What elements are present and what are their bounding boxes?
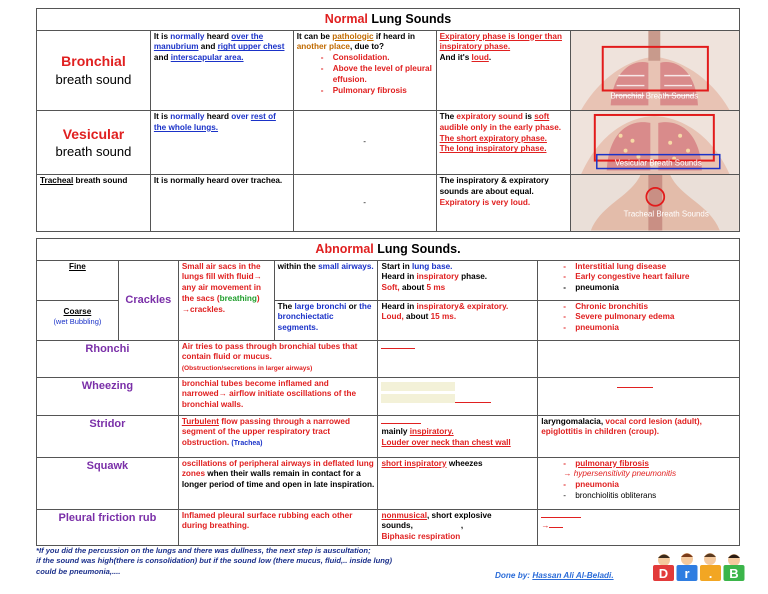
abnormal-table-title: Abnormal Lung Sounds. — [37, 239, 740, 261]
bronchial-sub: breath sound — [55, 71, 132, 87]
cause-item: - Chronic bronchitis — [575, 302, 736, 313]
cause-item: - pulmonary fibrosis — [575, 459, 736, 470]
bronchial-breath-illustration — [571, 30, 740, 110]
logo-letter: . — [708, 566, 713, 581]
vesicular-sub: breath sound — [55, 144, 132, 160]
crackles-coarse-character: Heard in inspiratory& expiratory. Loud, about 15 ms. — [378, 300, 538, 340]
logo-letter: D — [658, 566, 669, 581]
stridor-row — [37, 415, 740, 457]
footnote-line: if the sound was high(there is consolidation) but if the sound low (there mucus, fluid,.. inside lung) — [36, 556, 393, 566]
bronchial-pathology: It can be pathologic if heard in another place, due to? - Consolidation. - Above the level of pleural effusion. - Pulmonary fibrosis — [293, 30, 436, 110]
crackles-fine-row — [37, 260, 740, 300]
bronchial-name: Bronchial — [61, 53, 126, 70]
rhonchi-mechanism: Air tries to pass through bronchial tubes that contain fluid or mucus. (Obstruction/secretions in larger airways) — [178, 340, 378, 377]
vesicular-name: Vesicular — [62, 125, 125, 142]
pleural-rub-character: nonmusical, short explosive sounds, , Biphasic respiration — [378, 509, 538, 545]
crackles-coarse-causes — [538, 300, 740, 340]
pleural-rub-mechanism: Inflamed pleural surface rubbing each other during breathing. — [178, 509, 378, 545]
pleural-rub-name: Pleural friction rub — [37, 509, 179, 545]
crackles-mechanism: Small air sacs in the lungs fill with fluid→ any air movement in the sacs (breathing) →crackles. — [178, 260, 274, 340]
footnote-line: could be pneumonia,.... — [36, 566, 121, 576]
squawk-character: short inspiratory wheezes — [378, 457, 538, 509]
stridor-name: Stridor — [37, 415, 179, 457]
crackles-coarse-site: The large bronchi or the bronchiectatic segments. — [274, 300, 378, 340]
pathology-item: - Pulmonary fibrosis — [333, 86, 433, 97]
crackles-fine-site: within the small airways. — [274, 260, 378, 300]
stridor-mechanism: Turbulent flow passing through a narrowed segment of the upper respiratory tract obstruction. (Trachea) — [178, 415, 378, 457]
pleural-rub-row — [37, 509, 740, 545]
wheezing-name: Wheezing — [37, 377, 179, 415]
logo-letter: B — [729, 566, 739, 581]
wheezing-character — [378, 377, 538, 415]
tracheal-name: Tracheal breath sound — [37, 175, 151, 232]
crackles-label: Crackles — [118, 260, 178, 340]
stridor-causes: laryngomalacia, vocal cord lesion (adult), epiglottitis in children (croup). — [538, 415, 740, 457]
rhonchi-row — [37, 340, 740, 377]
wheezing-row — [37, 377, 740, 415]
squawk-mechanism: oscillations of peripheral airways in deflated lung zones when their walls remain in contact for a longer period of time and open in late inspiration. — [178, 457, 378, 509]
normal-lung-sounds-table — [36, 8, 740, 232]
bronchial-characteristics: Expiratory phase is longer than inspiratory phase. And it's loud. — [436, 30, 571, 110]
rhonchi-name: Rhonchi — [37, 340, 179, 377]
pleural-rub-causes: → — [538, 509, 740, 545]
tracheal-breath-illustration — [571, 175, 740, 232]
vesicular-row — [37, 110, 740, 174]
rhonchi-character — [378, 340, 538, 377]
author-credit: Done by: Hassan Ali Al-Beladi. — [495, 571, 614, 580]
dr-b-logo — [652, 552, 748, 582]
squawk-causes — [538, 457, 740, 509]
crackles-coarse-label: Coarse (wet Bubbling) — [37, 300, 119, 340]
squawk-name: Squawk — [37, 457, 179, 509]
bronchial-location: It is normally heard over the manubrium and right upper chest and interscapular area. — [150, 30, 293, 110]
rhonchi-causes — [538, 340, 740, 377]
crackles-fine-causes — [538, 260, 740, 300]
vesicular-location: It is normally heard over rest of the whole lungs. — [150, 110, 293, 174]
cause-item: → hypersensitivity pneumonitis — [563, 469, 677, 479]
normal-table-title: Normal Lung Sounds — [37, 9, 740, 31]
wheezing-causes — [538, 377, 740, 415]
cause-item: - Early congestive heart failure — [575, 272, 736, 283]
cause-item: - Interstitial lung disease — [575, 262, 736, 273]
logo-letter: r — [684, 566, 690, 581]
vesicular-breath-illustration — [571, 110, 740, 174]
tracheal-location: It is normally heard over trachea. — [150, 175, 293, 232]
cause-item: - pneumonia — [575, 480, 736, 491]
bronchial-row — [37, 30, 740, 110]
vesicular-image-label: Vesicular Breath Sounds — [615, 158, 703, 168]
squawk-row — [37, 457, 740, 509]
kids-heads-icon — [658, 553, 740, 566]
stridor-character: mainly inspiratory. Louder over neck than chest wall — [378, 415, 538, 457]
cause-item: - pneumonia — [575, 283, 736, 294]
tracheal-image-label: Tracheal Breath Sounds — [624, 209, 710, 219]
crackles-fine-character: Start in lung base. Heard in inspiratory phase. Soft, about 5 ms — [378, 260, 538, 300]
bronchial-image-label: Bronchial Breath Sounds — [610, 90, 699, 100]
cause-item: - Severe pulmonary edema — [575, 312, 736, 323]
tracheal-row — [37, 175, 740, 232]
pathology-item: - Above the level of pleural effusion. — [333, 64, 433, 86]
abnormal-lung-sounds-table — [36, 238, 740, 546]
tracheal-characteristics: The inspiratory & expiratory sounds are about equal. Expiratory is very loud. — [436, 175, 571, 232]
vesicular-characteristics: The expiratory sound is soft audible only in the early phase. The short expiratory phase. The long inspiratory phase. — [436, 110, 571, 174]
footnote-line: *If you did the percussion on the lungs and there was dullness, the next step is auscultation; — [36, 546, 371, 555]
tracheal-pathology: - — [293, 175, 436, 232]
vesicular-pathology: - — [293, 110, 436, 174]
pathology-item: - Consolidation. — [333, 53, 433, 64]
cause-item: - bronchiolitis obliterans — [575, 491, 736, 502]
crackles-fine-label: Fine — [37, 260, 119, 300]
cause-item: - pneumonia — [575, 323, 736, 334]
bronchial-name-cell — [37, 30, 151, 110]
wheezing-mechanism: bronchial tubes become inflamed and narrowed→ airflow initiate oscillations of the bronchial walls. — [178, 377, 378, 415]
footnote — [36, 546, 496, 577]
vesicular-name-cell — [37, 110, 151, 174]
